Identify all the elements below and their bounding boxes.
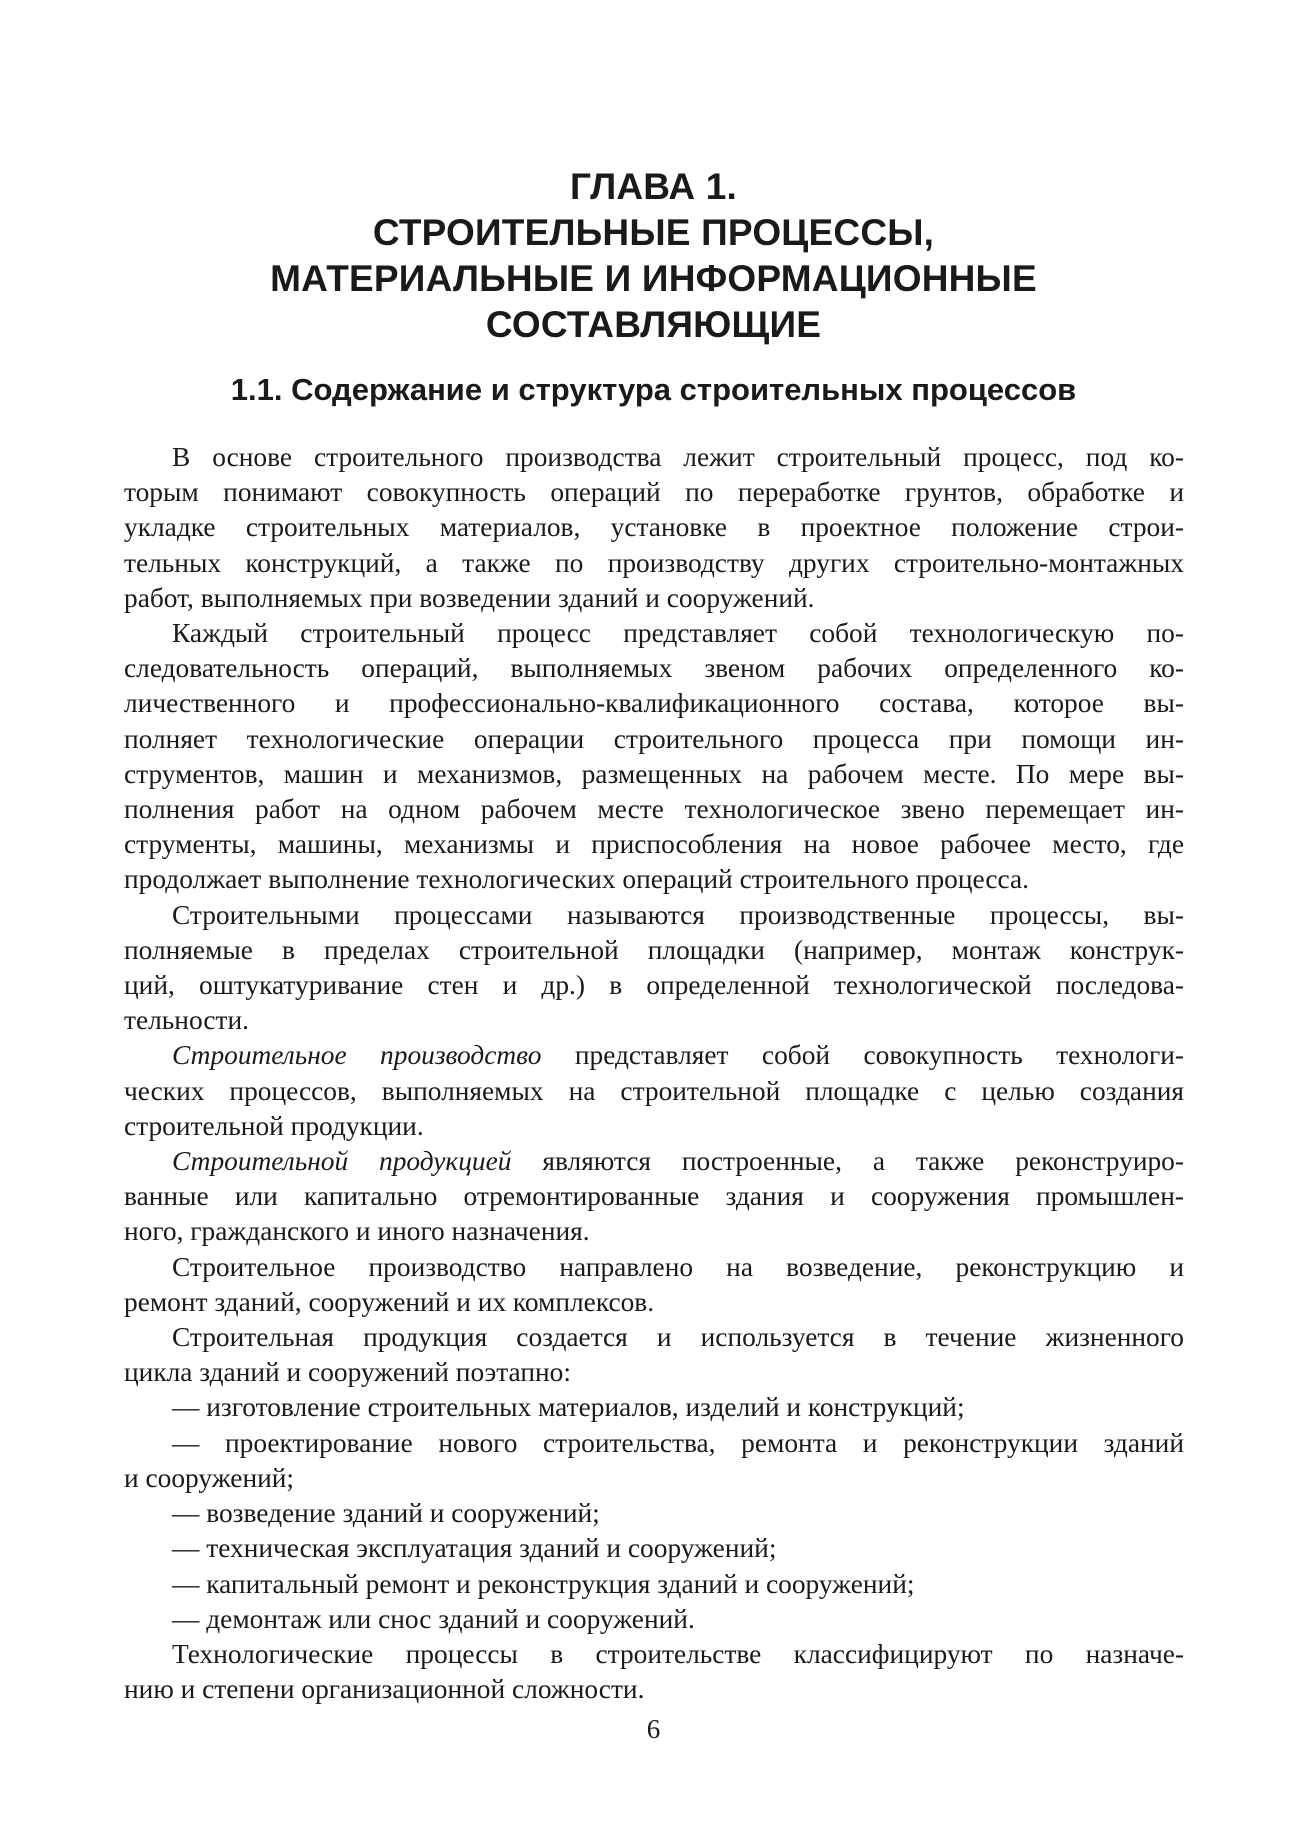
- text-line: — изготовление строительных материалов, изделий и конструкций;: [172, 1392, 965, 1423]
- paragraph: [124, 440, 1184, 616]
- text-line: ций, оштукатуривание стен и др.) в определенной технологической последова-: [124, 970, 1184, 1001]
- list-item: [124, 1567, 1184, 1602]
- chapter-heading-line: МАТЕРИАЛЬНЫЕ И ИНФОРМАЦИОННЫЕ: [270, 258, 1037, 299]
- text-line: Строительная продукция создается и используется в течение жизненного: [172, 1322, 1184, 1353]
- text-line: Строительное производство направлено на возведение, реконструкцию и: [172, 1251, 1184, 1282]
- text-line: полняемые в пределах строительной площадки (например, монтаж конструк-: [124, 934, 1184, 965]
- text-line: ного, гражданского и иного назначения.: [124, 1216, 590, 1247]
- paragraph: [124, 1038, 1184, 1144]
- text-line: тельных конструкций, а также по производству других строительно-монтажных: [124, 547, 1184, 578]
- text-line: работ, выполняемых при возведении зданий и сооружений.: [124, 582, 815, 613]
- chapter-heading: [0, 164, 1307, 348]
- text-line: личественного и профессионально-квалификационного состава, которое вы-: [124, 688, 1184, 719]
- text-line: укладке строительных материалов, установке в проектное положение строи-: [124, 512, 1184, 543]
- list-item: [124, 1390, 1184, 1425]
- text-line: струменты, машины, механизмы и приспособления на новое рабочее место, где: [124, 829, 1184, 860]
- text-line: ванные или капитально отремонтированные здания и сооружения промышлен-: [124, 1181, 1184, 1212]
- text-line: — техническая эксплуатация зданий и сооружений;: [172, 1533, 777, 1564]
- text-line: Технологические процессы в строительстве классифицируют по назначе-: [172, 1638, 1184, 1669]
- text-line: струментов, машин и механизмов, размещенных на рабочем месте. По мере вы-: [124, 758, 1184, 789]
- text-fragment: являются построенные, а также реконструиро-: [511, 1146, 1185, 1177]
- paragraph: [124, 1250, 1184, 1320]
- text-line: торым понимают совокупность операций по переработке грунтов, обработке и: [124, 477, 1184, 508]
- text-line: нию и степени организационной сложности.: [124, 1674, 645, 1705]
- list-item: [124, 1426, 1184, 1496]
- text-line: ческих процессов, выполняемых на строительной площадке с целью создания: [124, 1075, 1184, 1106]
- text-line: следовательность операций, выполняемых звеном рабочих определенного ко-: [124, 653, 1184, 684]
- text-line: — капитальный ремонт и реконструкция зданий и сооружений;: [172, 1568, 915, 1599]
- list-item: [124, 1531, 1184, 1566]
- section-title: 1.1. Содержание и структура строительных процессов: [230, 372, 1077, 407]
- text-line: В основе строительного производства лежит строительный процесс, под ко-: [172, 442, 1184, 472]
- italic-term: Строительной продукцией: [172, 1146, 512, 1177]
- text-line: продолжает выполнение технологических операций строительного процесса.: [124, 864, 1030, 895]
- text-line: строительной продукции.: [124, 1110, 424, 1141]
- text-line: Строительными процессами называются производственные процессы, вы-: [172, 899, 1184, 930]
- text-line: ремонт зданий, сооружений и их комплексов.: [124, 1286, 655, 1317]
- paragraph: [124, 616, 1184, 898]
- text-line: Каждый строительный процесс представляет собой технологическую по-: [172, 618, 1184, 649]
- text-line: — проектирование нового строительства, ремонта и реконструкции зданий: [172, 1427, 1184, 1458]
- paragraph: [124, 898, 1184, 1039]
- list-item: [124, 1602, 1184, 1637]
- text-fragment: представляет собой совокупность технологи-: [541, 1040, 1184, 1071]
- body-text: [124, 440, 1184, 1707]
- chapter-heading-line: ГЛАВА 1.: [569, 166, 738, 207]
- text-line: — демонтаж или снос зданий и сооружений.: [172, 1603, 695, 1634]
- italic-term: Строительное производство: [172, 1040, 542, 1071]
- paragraph: [124, 1320, 1184, 1390]
- text-line: цикла зданий и сооружений поэтапно:: [124, 1357, 571, 1388]
- list-item: [124, 1496, 1184, 1531]
- text-line: и сооружений;: [124, 1462, 295, 1493]
- page-number: 6: [646, 1714, 661, 1744]
- chapter-heading-line: СОСТАВЛЯЮЩИЕ: [485, 304, 822, 345]
- text-line: — возведение зданий и сооружений;: [172, 1498, 600, 1529]
- text-line: полнения работ на одном рабочем месте технологическое звено перемещает ин-: [124, 794, 1184, 825]
- text-line: [124, 1038, 1184, 1073]
- paragraph: [124, 1637, 1184, 1707]
- paragraph: [124, 1144, 1184, 1250]
- text-line: [124, 1144, 1184, 1179]
- text-line: тельности.: [124, 1005, 249, 1036]
- chapter-heading-line: СТРОИТЕЛЬНЫЕ ПРОЦЕССЫ,: [372, 212, 935, 253]
- text-line: полняет технологические операции строительного процесса при помощи ин-: [124, 723, 1184, 754]
